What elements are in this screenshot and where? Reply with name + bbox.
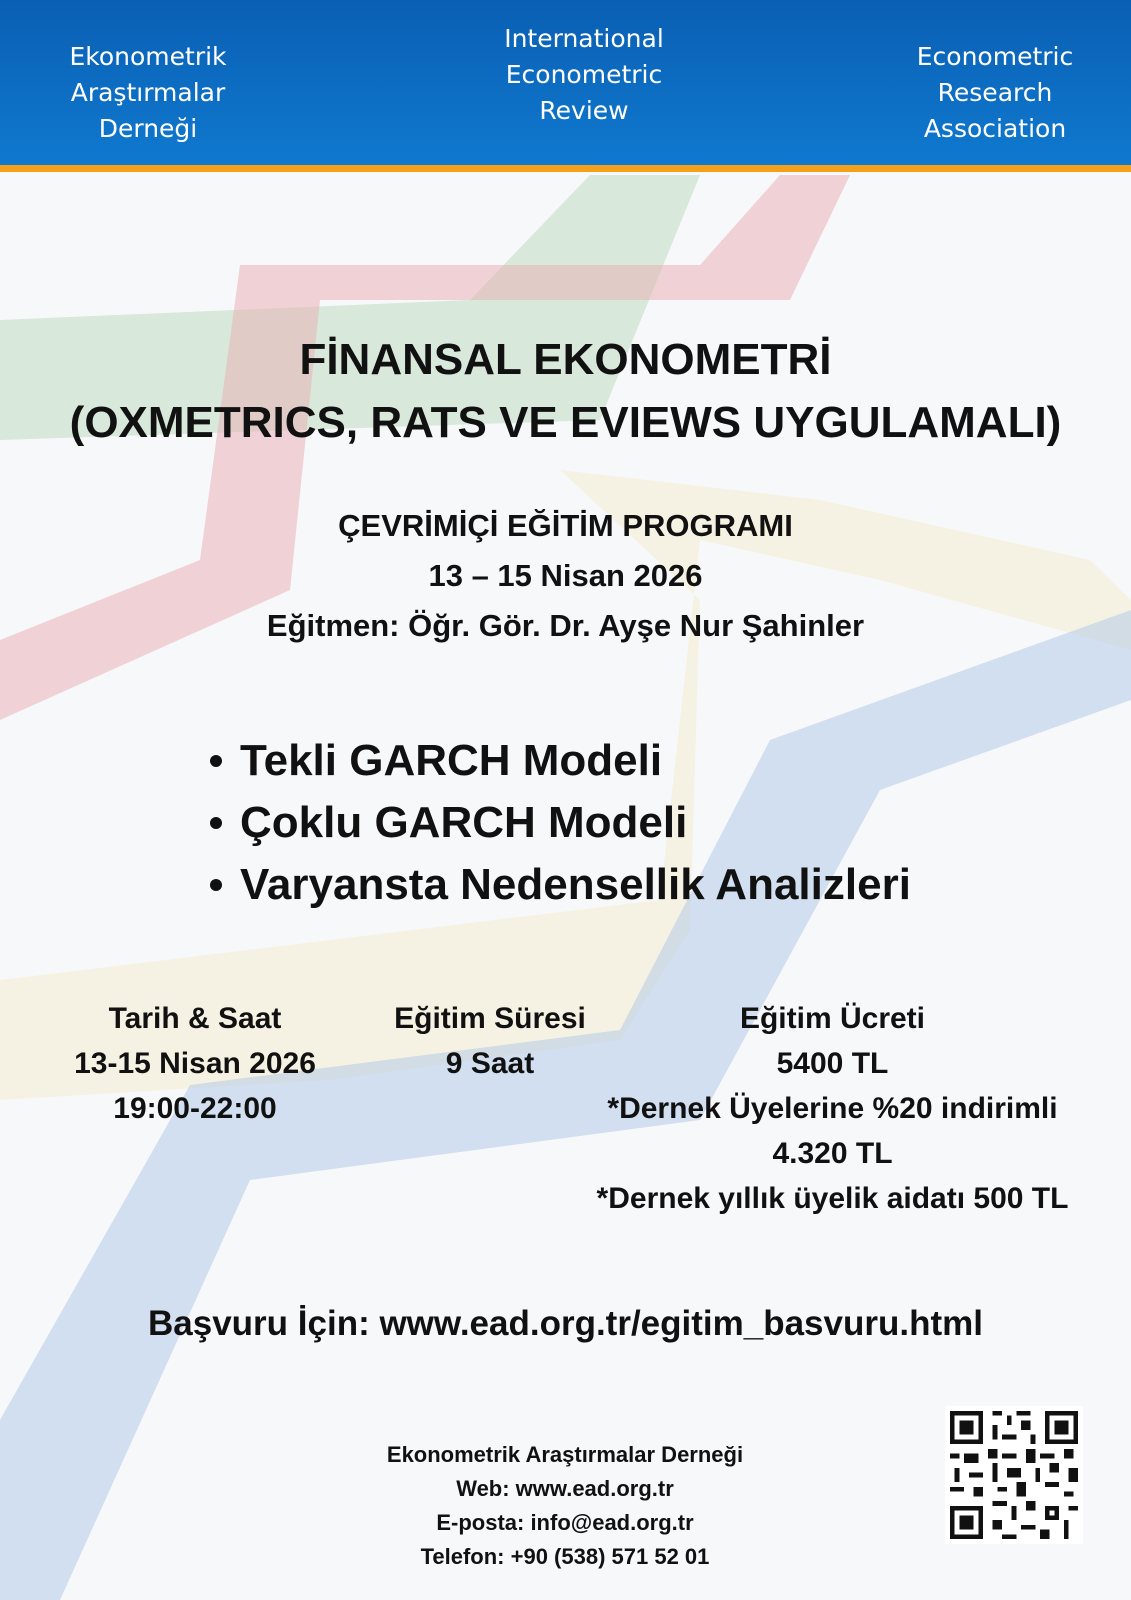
qr-code-icon[interactable] — [945, 1406, 1083, 1544]
topic-item — [210, 854, 1070, 916]
header-right-org: Econometric Research Association — [916, 42, 1074, 143]
datetime-dates: 13-15 Nisan 2026 — [74, 1047, 316, 1080]
datetime-column — [55, 996, 335, 1131]
program-instructor: Eğitmen: Öğr. Gör. Dr. Ayşe Nur Şahinler — [266, 608, 865, 643]
fee-membership-note: *Dernek yıllık üyelik aidatı 500 TL — [596, 1182, 1069, 1215]
bullet-icon — [210, 755, 222, 767]
fee-column — [560, 996, 1105, 1221]
datetime-heading: Tarih & Saat — [108, 1002, 282, 1035]
duration-value: 9 Saat — [445, 1047, 535, 1080]
duration-heading: Eğitim Süresi — [394, 1002, 586, 1035]
footer-phone: Telefon: +90 (538) 571 52 01 — [420, 1544, 710, 1569]
footer-web[interactable]: Web: www.ead.org.tr — [456, 1476, 674, 1501]
footer-contact — [340, 1438, 790, 1574]
program-dates: 13 – 15 Nisan 2026 — [428, 558, 703, 593]
topic-label: Çoklu GARCH Modeli — [240, 798, 688, 847]
topic-label: Tekli GARCH Modeli — [240, 736, 663, 785]
header-center-journal: International Econometric Review — [504, 24, 664, 125]
fee-discount-note: *Dernek Üyelerine %20 indirimli — [607, 1092, 1058, 1125]
topic-item — [210, 792, 1070, 854]
topic-item — [210, 730, 1070, 792]
topic-label: Varyansta Nedensellik Analizleri — [240, 860, 911, 909]
header-left-org: Ekonometrik Araştırmalar Derneği — [69, 42, 227, 143]
fee-price: 5400 TL — [776, 1047, 889, 1080]
footer-email[interactable]: E-posta: info@ead.org.tr — [436, 1510, 694, 1535]
bullet-icon — [210, 879, 222, 891]
fee-heading: Eğitim Ücreti — [739, 1002, 926, 1035]
program-type: ÇEVRİMİÇİ EĞİTİM PROGRAMI — [338, 508, 793, 543]
bullet-icon — [210, 817, 222, 829]
datetime-hours: 19:00-22:00 — [113, 1092, 277, 1125]
title-line-1: FİNANSAL EKONOMETRİ — [299, 335, 832, 384]
footer-org: Ekonometrik Araştırmalar Derneği — [386, 1442, 744, 1467]
title-line-2: (OXMETRICS, RATS VE EVIEWS UYGULAMALI) — [69, 398, 1062, 447]
topic-list — [210, 730, 1070, 916]
fee-discount-price: 4.320 TL — [772, 1137, 893, 1170]
application-link[interactable]: Başvuru İçin: www.ead.org.tr/egitim_basvuru.html — [148, 1304, 983, 1343]
